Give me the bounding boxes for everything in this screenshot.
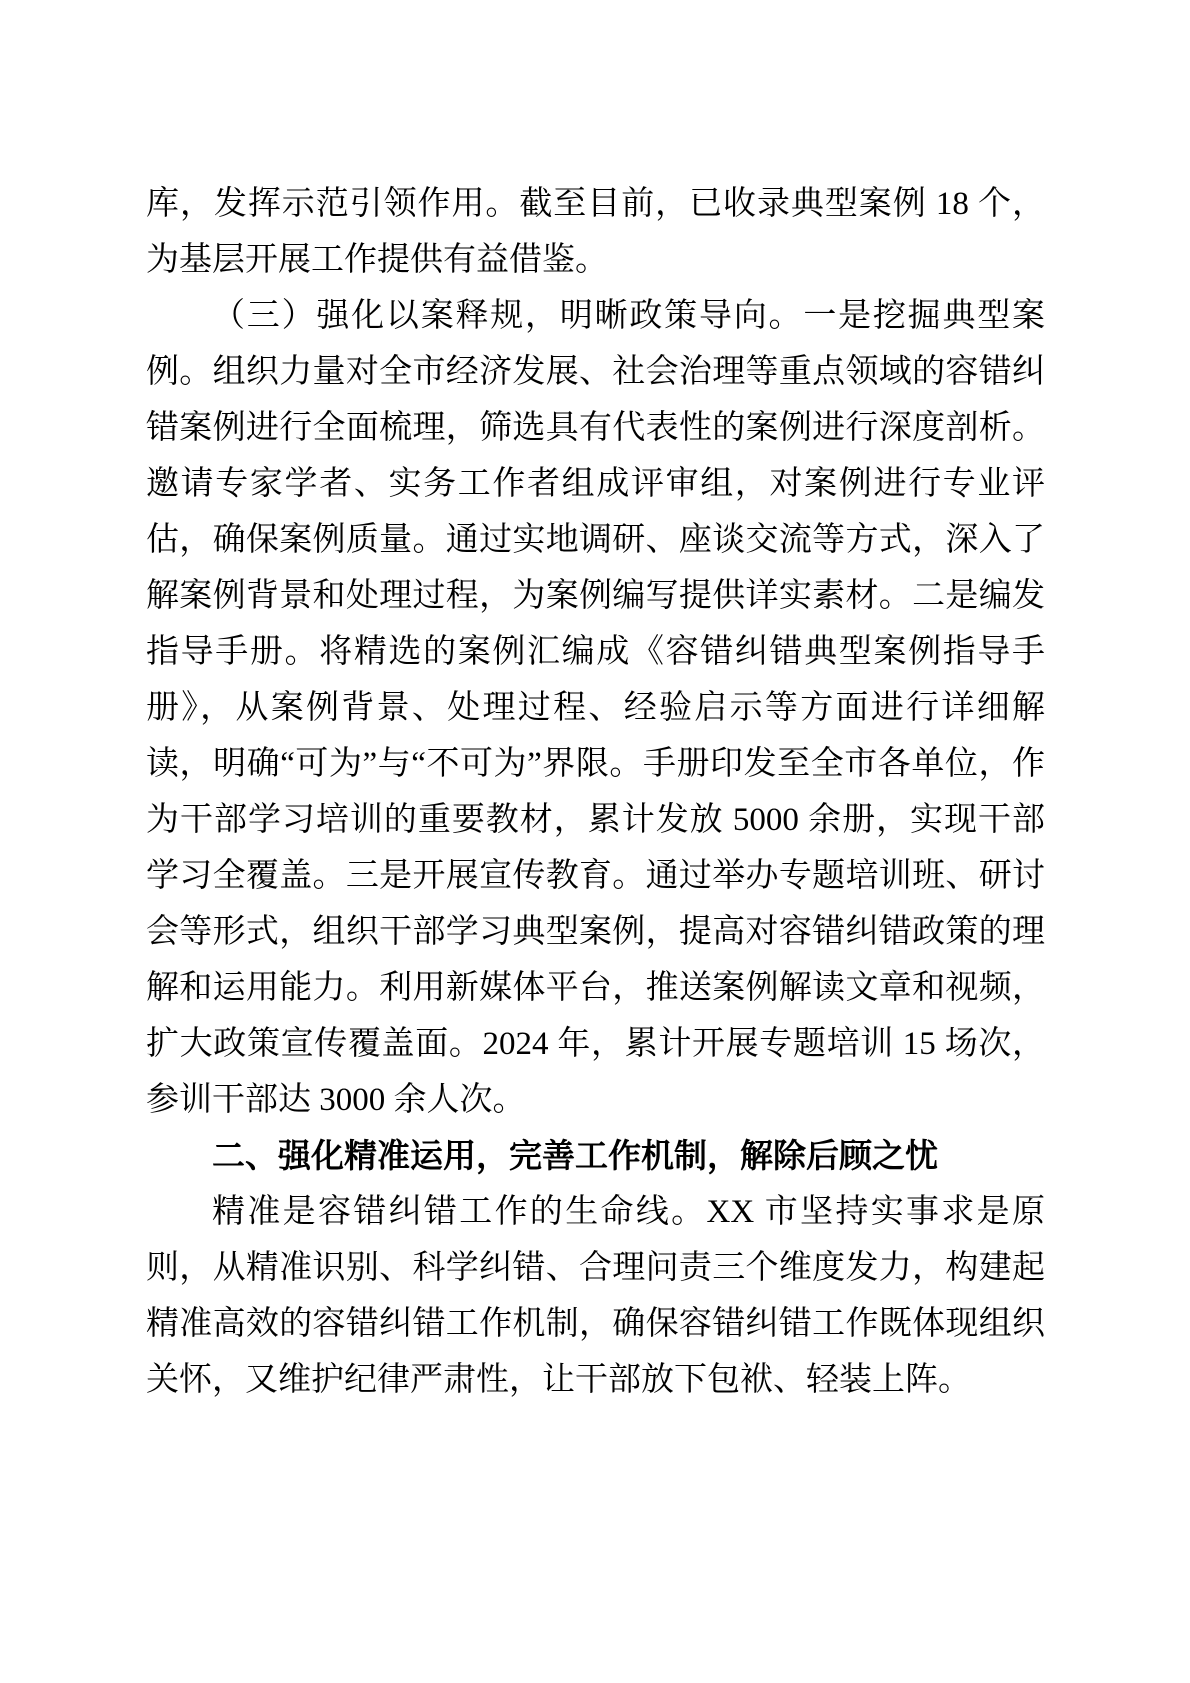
document-content — [146, 176, 1045, 1408]
section-three-lead: （三）强化以案释规，明晰政策导向。 — [212, 298, 804, 334]
paragraph-continuation: 库，发挥示范引领作用。截至目前，已收录典型案例 18 个，为基层开展工作提供有益借鉴。 — [146, 186, 1045, 278]
heading-part-two: 二、强化精准运用，完善工作机制，解除后顾之忧 — [212, 1137, 938, 1174]
section-three-body: 一是挖掘典型案例。组织力量对全市经济发展、社会治理等重点领域的容错纠错案例进行全面梳理，筛选具有代表性的案例进行深度剖析。邀请专家学者、实务工作者组成评审组，对案例进行专业评估，确保案例质量。通过实地调研、座谈交流等方式，深入了解案例背景和处理过程，为案例编写提供详实素材。二是编发指导手册。将精选的案例汇编成《容错纠错典型案例指导手册》，从案例背景、处理过程、经验启示等方面进行详细解读，明确“可为”与“不可为”界限。手册印发至全市各单位，作为干部学习培训的重要教材，累计发放 5000 余册，实现干部学习全覆盖。三是开展宣传教育。通过举办专题培训班、研讨会等形式，组织干部学习典型案例，提高对容错纠错政策的理解和运用能力。利用新媒体平台，推送案例解读文章和视频，扩大政策宣传覆盖面。2024 年，累计开展专题培训 15 场次，参训干部达 3000 余人次。 — [146, 298, 1046, 1118]
paragraph-part-two-intro: 精准是容错纠错工作的生命线。XX 市坚持实事求是原则，从精准识别、科学纠错、合理问责三个维度发力，构建起精准高效的容错纠错工作机制，确保容错纠错工作既体现组织关怀，又维护纪律严肃性，让干部放下包袱、轻装上阵。 — [146, 1194, 1045, 1398]
paragraph-section-three — [146, 288, 1045, 1128]
